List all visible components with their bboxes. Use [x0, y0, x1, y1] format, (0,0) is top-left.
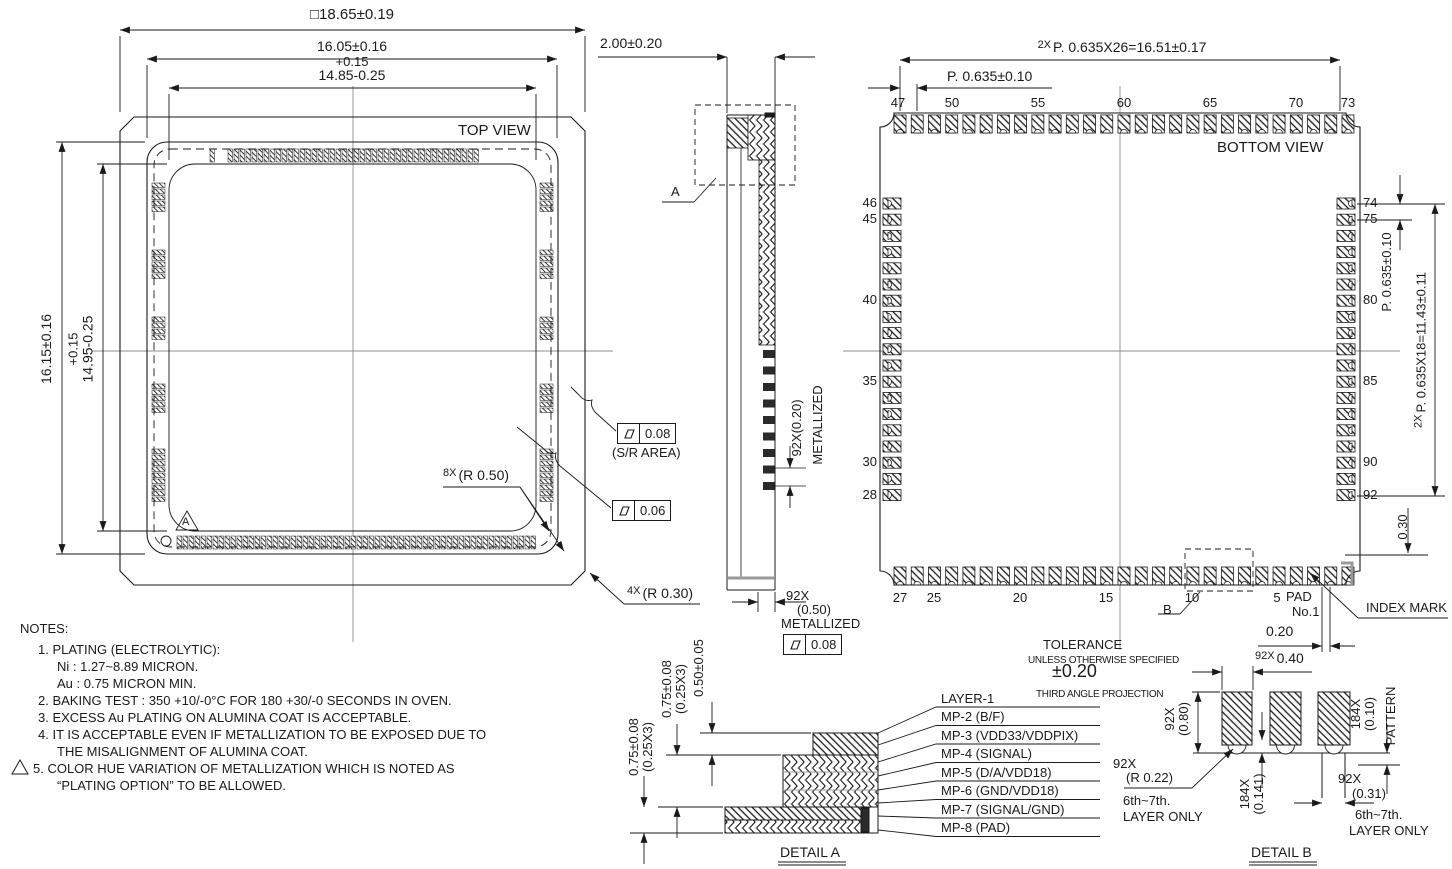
centerlines	[92, 86, 1400, 650]
note-line-6: 4. IT IS ACCEPTABLE EVEN IF METALLIZATION TO BE EXPOSED DUE TO	[38, 727, 487, 742]
dim-layer-mid-val: 0.75±0.08	[659, 660, 674, 718]
bottom-view-title: BOTTOM VIEW	[1217, 139, 1324, 156]
note5-flag-triangle	[12, 760, 28, 774]
flatness-value-bottom: 0.08	[811, 637, 837, 652]
val-inner-radius: (R 0.50)	[458, 467, 510, 483]
flatness-value-body: 0.06	[640, 503, 666, 518]
tolerance-title: TOLERANCE	[1043, 637, 1123, 652]
val-pattern: (0.10)	[1362, 697, 1377, 731]
qty-pad-height: 92X	[1162, 707, 1177, 731]
qty-inner-radius: 8X	[443, 467, 457, 479]
pin-label-20: 20	[1012, 590, 1028, 605]
pin-label-27: 27	[892, 590, 908, 605]
projection-note: THIRD ANGLE PROJECTION	[1036, 689, 1164, 700]
dim-layer-mid-sub: (0.25X3)	[673, 664, 688, 714]
layer-label-4: MP-4 (SIGNAL)	[941, 746, 1033, 761]
dim-cavity-height-val: 14.95-0.25	[79, 315, 96, 383]
dim-pitch-right: P. 0.635±0.10	[1379, 232, 1394, 312]
dim-layer-mid	[660, 660, 688, 718]
dim-pad-width	[1255, 649, 1304, 666]
qty-bottom-metallized: 92X	[786, 588, 810, 603]
section-castellation-pads	[763, 350, 775, 490]
pin-label-5: 5	[1273, 590, 1281, 605]
dim-outer-size: □18.65±0.19	[309, 6, 395, 23]
note-line-3: Au : 0.75 MICRON MIN.	[57, 676, 197, 691]
dim-layer-bottom	[627, 718, 655, 776]
qty-bump-radius: 92X	[1113, 756, 1137, 771]
val-bump-radius: (R 0.22)	[1126, 770, 1173, 785]
layer-label-6: MP-6 (GND/VDD18)	[941, 783, 1059, 798]
pin-label-50: 50	[944, 95, 960, 110]
flatness-frame-body	[612, 500, 671, 521]
note-line-7: THE MISALIGNMENT OF ALUMINA COAT.	[57, 744, 308, 759]
pin-label-75: 75	[1363, 211, 1378, 226]
notes-title: NOTES:	[20, 621, 69, 636]
qty-pad-width: 92X	[1255, 650, 1275, 662]
pin-label-80: 80	[1363, 292, 1378, 307]
pin-label-90: 90	[1363, 454, 1378, 469]
layer-note-right-1: 6th~7th.	[1355, 807, 1403, 822]
pad1-label-line1: PAD	[1286, 589, 1312, 604]
tolerance-subtitle: UNLESS OTHERWISE SPECIFIED	[1028, 655, 1179, 666]
dim-pattern	[1349, 697, 1377, 731]
val-pitch-total-top: P. 0.635X26=16.51±0.17	[1053, 39, 1207, 55]
dim-cavity-width: 14.85-0.25	[318, 67, 386, 83]
val-pitch-total-right: P. 0.635X18=11.43±0.11	[1413, 272, 1429, 413]
layer-label-5: MP-5 (D/A/VDD18)	[941, 765, 1052, 780]
bottom-metallized-note: METALLIZED	[781, 616, 861, 631]
qty-via-width: 92X	[1338, 771, 1362, 786]
note-line-2: Ni : 1.27~8.89 MICRON.	[57, 659, 199, 674]
dim-pad-height	[1163, 702, 1191, 736]
val-pad-width: 0.40	[1276, 650, 1304, 666]
section-view	[662, 105, 795, 590]
pin-label-40: 40	[862, 292, 877, 307]
flatness-value-sr: 0.08	[645, 426, 671, 441]
note-line-8: 5. COLOR HUE VARIATION OF METALLIZATION WHICH IS NOTED AS	[33, 761, 455, 776]
top-view-pads	[152, 149, 553, 549]
layer-note-right-2: LAYER ONLY	[1349, 823, 1429, 838]
dim-layer-bottom-sub: (0.25X3)	[640, 722, 655, 772]
qty-side-metallized: 92X	[789, 433, 804, 457]
layer-label-2: MP-2 (B/F)	[941, 709, 1005, 724]
pin-label-30: 30	[862, 454, 877, 469]
pin-label-15: 15	[1098, 590, 1114, 605]
flatness-frame-sr	[617, 423, 676, 444]
pad1-label-line2: No.1	[1292, 604, 1320, 619]
pin-label-85: 85	[1363, 373, 1378, 388]
qty-outer-radius: 4X	[627, 585, 641, 597]
dim-layer-bottom-val: 0.75±0.08	[626, 718, 641, 776]
layer-note-left-1: 6th~7th.	[1123, 793, 1171, 808]
pin-label-47: 47	[890, 95, 906, 110]
pin-label-70: 70	[1288, 95, 1304, 110]
qty-pitch-total-top: 2X	[1037, 39, 1052, 51]
note-line-1: 1. PLATING (ELECTROLYTIC):	[38, 642, 221, 657]
flatness-frame-bottom	[783, 634, 842, 655]
flatness-sr-note: (S/R AREA)	[612, 445, 681, 460]
val-via-width: (0.31)	[1352, 786, 1386, 801]
flatness-parallelogram-icon	[613, 501, 635, 520]
flag-a-label: A	[182, 516, 190, 528]
dim-inner-radius	[443, 466, 509, 483]
dim-side-metallized	[790, 399, 804, 456]
flatness-parallelogram-icon	[784, 635, 806, 654]
dim-body-width: 16.05±0.16	[317, 38, 387, 54]
dim-cavity-height-tol: +0.15	[65, 332, 81, 366]
val-side-metallized: (0.20)	[789, 399, 804, 434]
layer-label-1: LAYER-1	[941, 691, 995, 706]
pin-label-55: 55	[1030, 95, 1046, 110]
pin-label-73: 73	[1340, 95, 1356, 110]
detail-b-title: DETAIL B	[1251, 844, 1312, 860]
tolerance-value: ±0.20	[1052, 661, 1097, 681]
qty-bump-height: 184X	[1237, 778, 1252, 810]
dim-index-offset: 0.20	[1266, 623, 1294, 639]
dim-pitch-total-top	[1038, 38, 1207, 54]
index-mark-label: INDEX MARK	[1366, 600, 1447, 615]
layer-note-left-2: LAYER ONLY	[1123, 809, 1203, 824]
dim-bump-height	[1238, 773, 1266, 814]
dim-pitch-top: P. 0.635±0.10	[947, 68, 1033, 84]
note-line-4: 2. BAKING TEST : 350 +10/-0°C FOR 180 +30/-0 SECONDS IN OVEN.	[38, 693, 452, 708]
pin-label-10: 10	[1184, 590, 1200, 605]
top-view-title: TOP VIEW	[458, 122, 531, 139]
qty-pitch-total-right: 2X	[1412, 414, 1425, 428]
val-outer-radius: (R 0.30)	[642, 585, 694, 601]
pin-label-92: 92	[1363, 487, 1378, 502]
pin-label-60: 60	[1116, 95, 1132, 110]
pin-label-74: 74	[1363, 195, 1378, 210]
val-pad-height: (0.80)	[1176, 702, 1191, 736]
layer-label-7: MP-7 (SIGNAL/GND)	[941, 802, 1065, 817]
dim-cavity-height	[67, 316, 96, 383]
dim-pitch-total-right	[1412, 272, 1429, 428]
detail-a-title: DETAIL A	[780, 844, 840, 860]
pin1-marker-circle	[161, 536, 171, 546]
pin-label-25: 25	[926, 590, 942, 605]
pin-label-46: 46	[862, 195, 877, 210]
layer-label-3: MP-3 (VDD33/VDDPIX)	[941, 728, 1079, 743]
dim-pad-edge: 0.30	[1395, 514, 1410, 540]
dim-layer-top: 0.50±0.05	[691, 639, 706, 697]
dim-outer-radius	[627, 584, 693, 601]
layer-label-8: MP-8 (PAD)	[941, 820, 1011, 835]
dim-body-height: 16.15±0.16	[38, 314, 54, 384]
flatness-parallelogram-icon	[618, 424, 640, 443]
pin-label-45: 45	[862, 211, 877, 226]
val-bottom-metallized: (0.50)	[797, 602, 831, 617]
qty-pattern: 184X	[1348, 698, 1363, 730]
val-bump-height: (0.141)	[1251, 773, 1266, 815]
pattern-label: PATTERN	[1383, 686, 1398, 746]
bottom-view-pads	[883, 115, 1355, 585]
detail-a-ref-label: A	[671, 184, 680, 199]
detail-b-ref-label: B	[1163, 602, 1172, 617]
note-line-5: 3. EXCESS Au PLATING ON ALUMINA COAT IS ACCEPTABLE.	[38, 710, 412, 725]
pin-label-35: 35	[862, 373, 877, 388]
pin-label-28: 28	[862, 487, 877, 502]
dim-cavity-width-tol: +0.15	[335, 54, 369, 69]
side-metallized-note: METALLIZED	[810, 385, 825, 465]
dim-section-width: 2.00±0.20	[600, 35, 663, 51]
pin-label-65: 65	[1202, 95, 1218, 110]
note-line-9: “PLATING OPTION” TO BE ALLOWED.	[57, 778, 286, 793]
